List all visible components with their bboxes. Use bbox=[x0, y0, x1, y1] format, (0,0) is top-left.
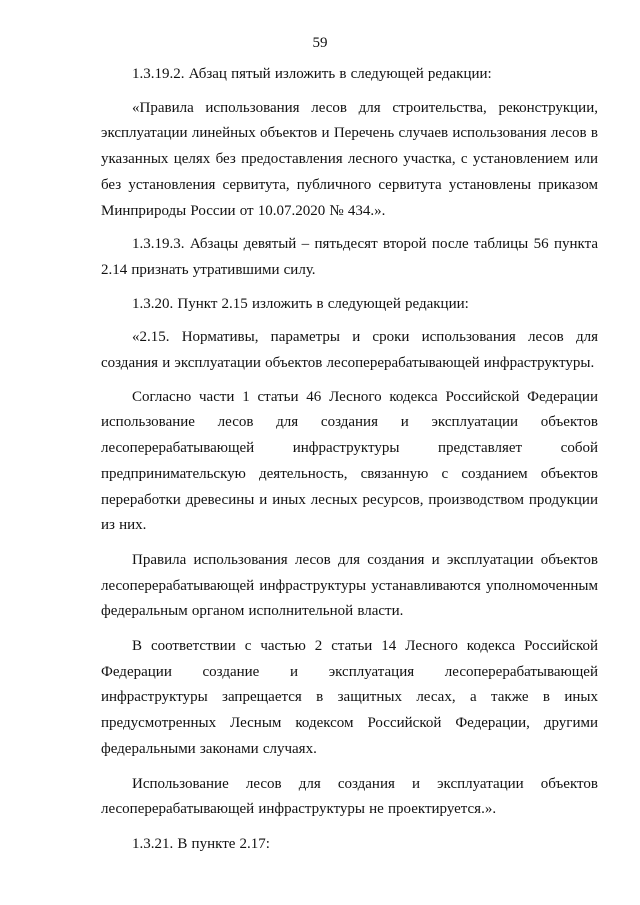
document-body bbox=[101, 62, 598, 858]
paragraph-rules-authority: Правила использования лесов для создания и эксплуатации объектов лесоперерабатывающей инфраструктуры устанавливаются уполномоченным федеральным органом исполнительной власти. bbox=[101, 551, 598, 620]
paragraph-not-designed: Использование лесов для создания и эксплуатации объектов лесоперерабатывающей инфраструктуры не проектируется.». bbox=[101, 775, 598, 818]
paragraph-2-15: «2.15. Нормативы, параметры и сроки использования лесов для создания и эксплуатации объектов лесоперерабатывающей инфраструктуры. bbox=[101, 329, 598, 372]
page-number: 59 bbox=[312, 35, 328, 51]
paragraph-1-3-20: 1.3.20. Пункт 2.15 изложить в следующей редакции: bbox=[132, 295, 469, 312]
paragraph-1-3-19-3: 1.3.19.3. Абзацы девятый – пятьдесят второй после таблицы 56 пункта 2.14 признать утратившими силу. bbox=[101, 236, 598, 278]
paragraph-article-14: В соответствии с частью 2 статьи 14 Лесного кодекса Российской Федерации создание и эксплуатация лесоперерабатывающей инфраструктуры запрещается в защитных лесах, а также в иных предусмотренных Лесным кодексом Российской Федерации, другими федеральными законами случаях. bbox=[101, 638, 598, 757]
paragraph-1-3-19-2: 1.3.19.2. Абзац пятый изложить в следующей редакции: bbox=[132, 66, 492, 82]
paragraph-1-3-21: 1.3.21. В пункте 2.17: bbox=[132, 835, 270, 852]
paragraph-article-46: Согласно части 1 статьи 46 Лесного кодекса Российской Федерации использование лесов для создания и эксплуатации объектов лесоперерабатывающей инфраструктуры представляет собой предпринимательскую деятельность, связанную с созданием объектов переработки древесины и иных лесных ресурсов, производством продукции из них. bbox=[101, 388, 598, 534]
paragraph-rules-linear-objects: «Правила использования лесов для строительства, реконструкции, эксплуатации линейных объектов и Перечень случаев использования лесов в указанных целях без предоставления лесного участка, с установлением или без установления сервитута, публичного сервитута установлены приказом Минприроды России от 10.07.2020 № 434.». bbox=[101, 99, 598, 219]
